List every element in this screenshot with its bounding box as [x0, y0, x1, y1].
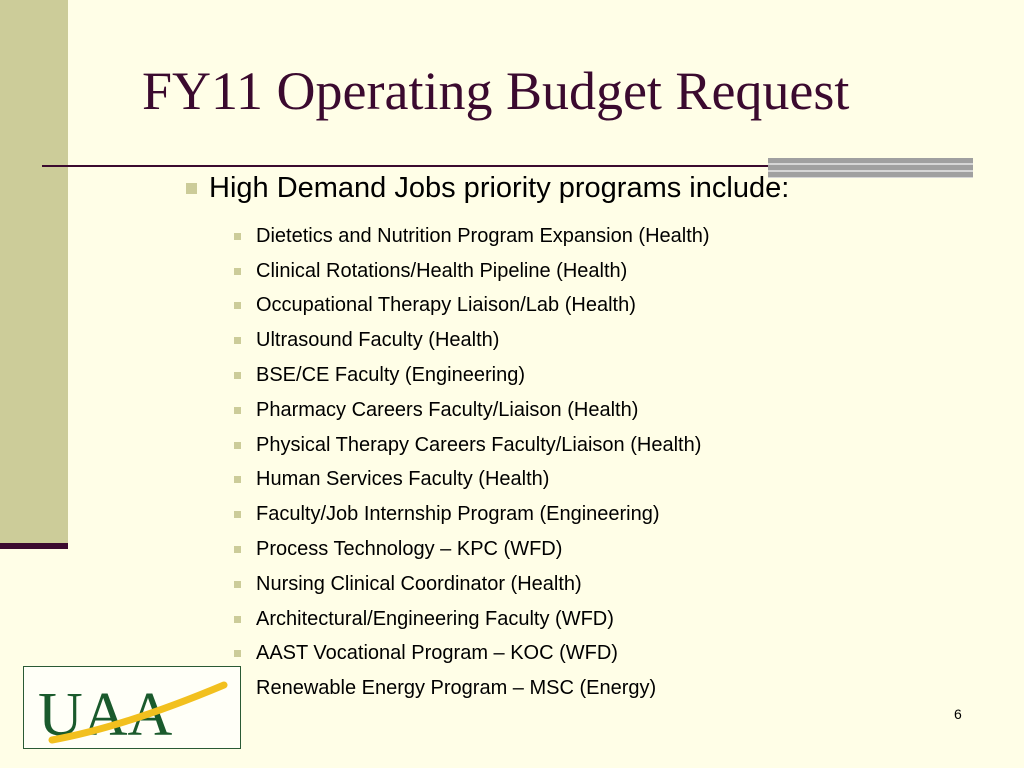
logo-text: UAA [38, 681, 173, 749]
list-item [234, 289, 710, 324]
left-accent-bar [0, 0, 68, 548]
list-item [234, 497, 710, 532]
list-item-text: AAST Vocational Program – KOC (WFD) [256, 642, 618, 665]
list-item-text: Occupational Therapy Liaison/Lab (Health) [256, 294, 636, 317]
list-item [234, 463, 710, 498]
square-bullet-icon [234, 302, 241, 309]
square-bullet-icon [234, 337, 241, 344]
page-number: 6 [954, 706, 962, 722]
square-bullet-icon [234, 546, 241, 553]
gray-accent-stripes [768, 158, 973, 178]
list-item [234, 428, 710, 463]
square-bullet-icon [234, 476, 241, 483]
square-bullet-icon [186, 183, 197, 194]
slide-title: FY11 Operating Budget Request [142, 61, 850, 121]
square-bullet-icon [234, 650, 241, 657]
square-bullet-icon [234, 442, 241, 449]
main-bullet-text: High Demand Jobs priority programs include: [209, 172, 790, 204]
list-item [234, 219, 710, 254]
list-item [234, 567, 710, 602]
list-item [234, 358, 710, 393]
list-item [234, 254, 710, 289]
list-item [234, 532, 710, 567]
list-item [234, 393, 710, 428]
square-bullet-icon [234, 268, 241, 275]
list-item [234, 323, 710, 358]
list-item-text: Nursing Clinical Coordinator (Health) [256, 572, 582, 595]
uaa-logo [23, 666, 241, 749]
square-bullet-icon [234, 581, 241, 588]
list-item-text: BSE/CE Faculty (Engineering) [256, 364, 526, 387]
list-item-text: Dietetics and Nutrition Program Expansion (Health) [256, 224, 710, 247]
square-bullet-icon [234, 616, 241, 623]
square-bullet-icon [234, 233, 241, 240]
list-item-text: Process Technology – KPC (WFD) [256, 538, 563, 561]
square-bullet-icon [234, 511, 241, 518]
uaa-logo-icon [24, 667, 242, 750]
list-item [234, 602, 710, 637]
left-accent-rule [0, 543, 68, 549]
square-bullet-icon [234, 407, 241, 414]
list-item-text: Physical Therapy Careers Faculty/Liaison (Health) [256, 433, 702, 456]
list-item [234, 671, 710, 706]
list-item-text: Pharmacy Careers Faculty/Liaison (Health) [256, 398, 639, 421]
main-bullet [186, 172, 789, 205]
list-item-text: Ultrasound Faculty (Health) [256, 329, 500, 352]
list-item-text: Architectural/Engineering Faculty (WFD) [256, 607, 614, 630]
list-item-text: Faculty/Job Internship Program (Engineering) [256, 503, 660, 526]
list-item-text: Human Services Faculty (Health) [256, 468, 550, 491]
program-list [234, 219, 710, 706]
list-item-text: Clinical Rotations/Health Pipeline (Health) [256, 259, 628, 282]
list-item-text: Renewable Energy Program – MSC (Energy) [256, 677, 657, 700]
list-item [234, 637, 710, 672]
square-bullet-icon [234, 372, 241, 379]
